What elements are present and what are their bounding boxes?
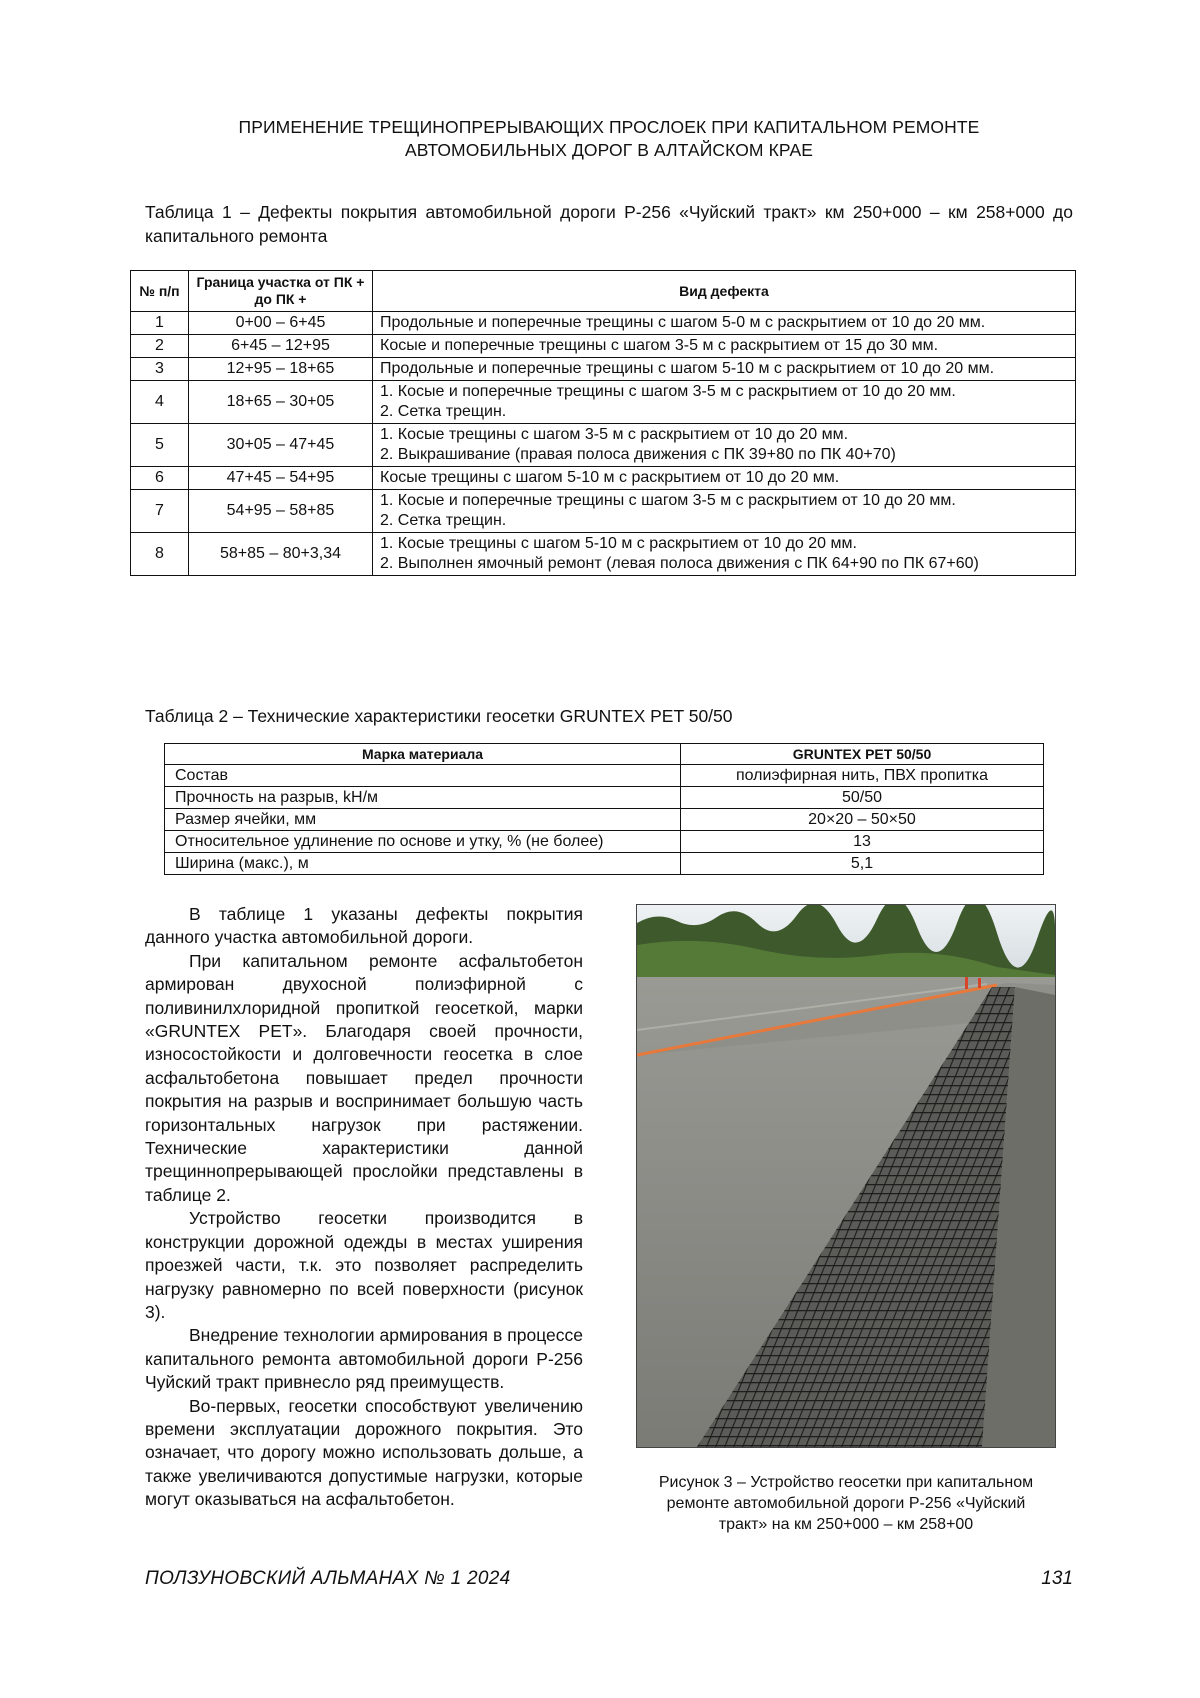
cell-range: 58+85 – 80+3,34: [189, 533, 373, 576]
cell-range: 0+00 – 6+45: [189, 312, 373, 335]
cell-range: 54+95 – 58+85: [189, 490, 373, 533]
cell-parameter: Состав: [165, 765, 681, 787]
cell-number: 4: [131, 381, 189, 424]
cell-number: 6: [131, 467, 189, 490]
caption-line: ремонте автомобильной дороги Р-256 «Чуйский: [666, 1495, 1026, 1512]
defect-line: 1. Косые и поперечные трещины с шагом 3-5 м с раскрытием от 10 до 20 мм.: [380, 383, 956, 400]
table-header-row: [165, 744, 1044, 765]
table-row: [131, 424, 1076, 467]
figure-3-caption: [626, 1472, 1066, 1535]
figure-3-photo: [636, 904, 1056, 1448]
paragraph: Устройство геосетки производится в конструкции дорожной одежды в местах уширения проезжей части, т.к. это позволяет распределить нагрузку равномерно по всей поверхности (рисунок 3).: [145, 1208, 583, 1322]
defect-line: 1. Косые трещины с шагом 3-5 м с раскрытием от 10 до 20 мм.: [380, 426, 849, 443]
defect-line: 1. Косые трещины с шагом 5-10 м с раскрытием от 10 до 20 мм.: [380, 535, 857, 552]
defect-line: Продольные и поперечные трещины с шагом 5-0 м с раскрытием от 10 до 20 мм.: [380, 314, 986, 331]
page-title-line-1: ПРИМЕНЕНИЕ ТРЕЩИНОПРЕРЫВАЮЩИХ ПРОСЛОЕК ПРИ КАПИТАЛЬНОМ РЕМОНТЕ: [238, 117, 980, 137]
cell-defect: [373, 312, 1076, 335]
cell-defect: [373, 490, 1076, 533]
table-row: [165, 853, 1044, 875]
cell-parameter: Прочность на разрыв, kН/м: [165, 787, 681, 809]
defect-line: 2. Выполнен ямочный ремонт (левая полоса движения с ПК 64+90 по ПК 67+60): [380, 555, 979, 572]
caption-line: тракт» на км 250+000 – км 258+00: [718, 1516, 974, 1533]
table-header-row: [131, 271, 1076, 312]
column-header-defect: Вид дефекта: [373, 271, 1076, 312]
table-row: [131, 335, 1076, 358]
cell-range: 47+45 – 54+95: [189, 467, 373, 490]
defect-line: Косые и поперечные трещины с шагом 3-5 м с раскрытием от 15 до 30 мм.: [380, 337, 939, 354]
cell-value: 5,1: [681, 853, 1044, 875]
table-row: [131, 312, 1076, 335]
column-header-number: № п/п: [131, 271, 189, 312]
traffic-cone: [965, 977, 968, 989]
paragraph: Во-первых, геосетки способствуют увеличению времени эксплуатации дорожного покрытия. Это означает, что дорогу можно использовать дольше, а также увеличиваются допустимые нагрузки, которые могут оказываться на асфальтобетон.: [145, 1395, 583, 1510]
paragraph: При капитальном ремонте асфальтобетон армирован двухосной полиэфирной с поливинилхлоридной пропиткой геосеткой, марки «GRUNTEX PET». Благодаря своей прочности, износостойкости и долговечности геосетка в слое асфальтобетона повышает предел прочности покрытия на разрыв и воспринимает большую часть горизонтальных нагрузок при растяжении. Технические характеристики данной трещиннопрерывающей прослойки представлены в таблице 2.: [145, 950, 583, 1205]
defect-line: 2. Сетка трещин.: [380, 512, 507, 529]
traffic-cone: [978, 978, 981, 988]
table2-caption: Таблица 2 – Технические характеристики геосетки GRUNTEX PET 50/50: [145, 706, 733, 726]
page-number: 131: [1041, 1568, 1073, 1589]
defect-line: 2. Выкрашивание (правая полоса движения с ПК 39+80 по ПК 40+70): [380, 446, 896, 463]
table-row: [165, 831, 1044, 853]
table-row: [131, 490, 1076, 533]
article-body: [145, 903, 583, 1512]
page-header: [145, 116, 1073, 162]
table-row: [165, 809, 1044, 831]
cell-number: 8: [131, 533, 189, 576]
cell-defect: [373, 335, 1076, 358]
column-header-range: Граница участка от ПК + до ПК +: [189, 271, 373, 312]
table-row: [165, 765, 1044, 787]
cell-range: 12+95 – 18+65: [189, 358, 373, 381]
cell-range: 6+45 – 12+95: [189, 335, 373, 358]
cell-value: 50/50: [681, 787, 1044, 809]
cell-defect: [373, 381, 1076, 424]
cell-parameter: Ширина (макс.), м: [165, 853, 681, 875]
defect-line: Косые трещины с шагом 5-10 м с раскрытием от 10 до 20 мм.: [380, 469, 840, 486]
defect-line: 2. Сетка трещин.: [380, 403, 507, 420]
cell-number: 2: [131, 335, 189, 358]
cell-defect: [373, 358, 1076, 381]
paragraph: Внедрение технологии армирования в процессе капитального ремонта автомобильной дороги Р-256 Чуйский тракт привнесло ряд преимуществ.: [145, 1325, 583, 1393]
page-title-line-2: АВТОМОБИЛЬНЫХ ДОРОГ В АЛТАЙСКОМ КРАЕ: [404, 140, 814, 160]
paragraph: В таблице 1 указаны дефекты покрытия данного участка автомобильной дороги.: [145, 904, 583, 948]
cell-value: 20×20 – 50×50: [681, 809, 1044, 831]
cell-defect: [373, 467, 1076, 490]
cell-value: полиэфирная нить, ПВХ пропитка: [681, 765, 1044, 787]
table-row: [131, 358, 1076, 381]
cell-number: 5: [131, 424, 189, 467]
defect-line: 1. Косые и поперечные трещины с шагом 3-5 м с раскрытием от 10 до 20 мм.: [380, 492, 956, 509]
road-geogrid-illustration: [637, 905, 1055, 1447]
cell-number: 7: [131, 490, 189, 533]
column-header-material: Марка материала: [165, 744, 681, 765]
table-row: [131, 533, 1076, 576]
cell-number: 3: [131, 358, 189, 381]
defects-table: [130, 270, 1076, 576]
column-header-brand: GRUNTEX PET 50/50: [681, 744, 1044, 765]
caption-line: Рисунок 3 – Устройство геосетки при капитальном: [658, 1474, 1034, 1491]
cell-defect: [373, 533, 1076, 576]
defect-line: Продольные и поперечные трещины с шагом 5-10 м с раскрытием от 10 до 20 мм.: [380, 360, 995, 377]
cell-parameter: Относительное удлинение по основе и утку, % (не более): [165, 831, 681, 853]
specs-table: [164, 743, 1044, 875]
table-row: [131, 381, 1076, 424]
journal-title: ПОЛЗУНОВСКИЙ АЛЬМАНАХ № 1 2024: [145, 1568, 511, 1589]
cell-number: 1: [131, 312, 189, 335]
cell-range: 30+05 – 47+45: [189, 424, 373, 467]
cell-value: 13: [681, 831, 1044, 853]
table1-caption: Таблица 1 – Дефекты покрытия автомобильной дороги Р-256 «Чуйский тракт» км 250+000 – км 258+000 до капитального ремонта: [145, 202, 1073, 246]
table-row: [131, 467, 1076, 490]
cell-range: 18+65 – 30+05: [189, 381, 373, 424]
cell-defect: [373, 424, 1076, 467]
table-row: [165, 787, 1044, 809]
cell-parameter: Размер ячейки, мм: [165, 809, 681, 831]
